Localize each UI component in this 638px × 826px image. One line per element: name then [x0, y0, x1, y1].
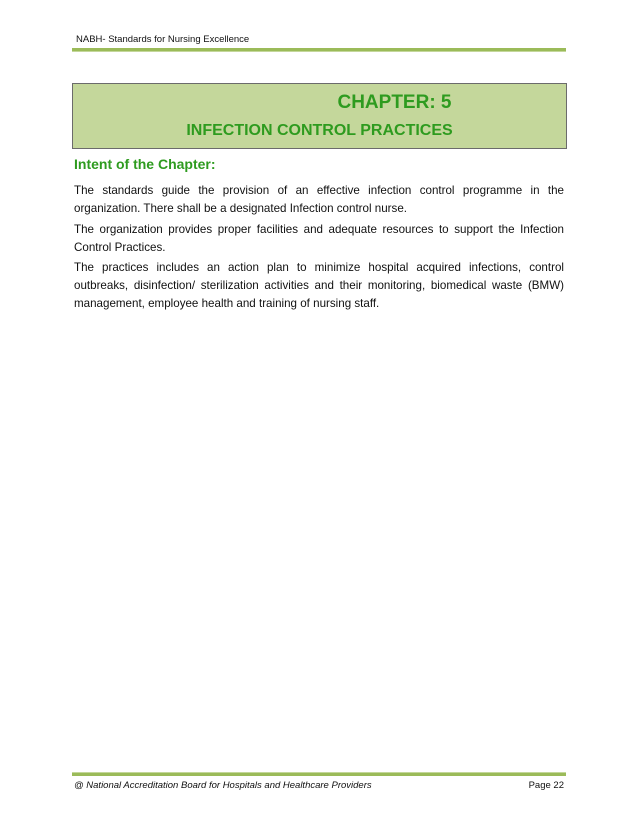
intent-paragraph: The practices includes an action plan to minimize hospital acquired infections, control outbreaks, disinfection/ sterilization activities and their monitoring, biomedical waste (BMW) management, employee health and training of nursing staff. — [74, 261, 564, 310]
intent-paragraph: The organization provides proper facilities and adequate resources to support the Infection Control Practices. — [74, 223, 564, 254]
footer-organization: @ National Accreditation Board for Hospitals and Healthcare Providers — [74, 780, 372, 791]
intent-paragraph: The standards guide the provision of an effective infection control programme in the organization. There shall be a designated Infection control nurse. — [74, 184, 564, 215]
chapter-title-box — [72, 83, 567, 149]
header-divider — [72, 48, 566, 52]
page-number: Page 22 — [528, 780, 564, 791]
chapter-title: INFECTION CONTROL PRACTICES — [186, 122, 453, 139]
intent-heading: Intent of the Chapter: — [74, 156, 216, 172]
chapter-number: CHAPTER: 5 — [337, 92, 452, 113]
footer-divider — [72, 772, 566, 776]
running-header: NABH- Standards for Nursing Excellence — [76, 34, 250, 45]
